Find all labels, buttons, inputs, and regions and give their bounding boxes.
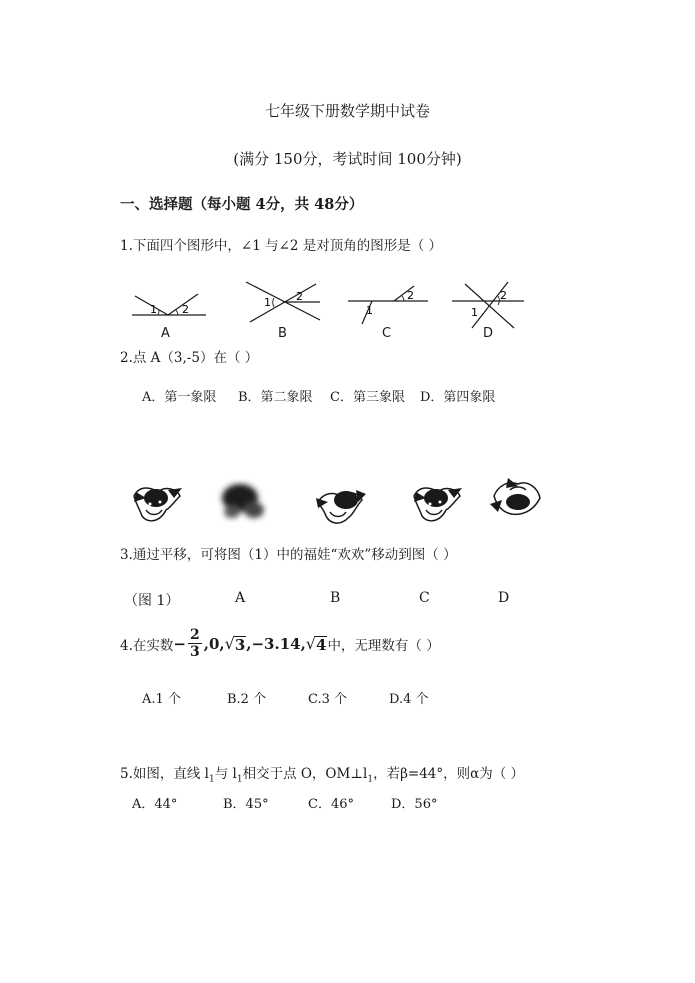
math-minus: − <box>173 634 186 653</box>
question-1-figures <box>120 278 540 344</box>
question-5-option-c: C．46° <box>308 797 354 812</box>
question-3-label-figure-1: （图 1） <box>124 593 180 609</box>
question-4-option-b: B.2 个 <box>227 692 267 707</box>
mascot-option-d <box>490 478 540 514</box>
question-5-part-4: ，若β=44°，则α为（ ） <box>373 766 525 782</box>
question-3-label-c: C <box>419 590 430 606</box>
figure-b-arc-1 <box>273 298 274 307</box>
question-4-option-c: C.3 个 <box>308 692 348 707</box>
question-2-option-a: A．第一象限 <box>142 390 217 405</box>
question-3-mascot-images <box>120 474 550 534</box>
figure-c-angle-1: 1 <box>366 304 373 317</box>
fraction-numerator: 2 <box>189 627 200 643</box>
question-2-option-d: D．第四象限 <box>420 390 496 405</box>
figure-c-angle-2: 2 <box>407 289 414 302</box>
page-subtitle: (满分 150分，考试时间 100分钟) <box>233 150 462 168</box>
question-5-part-2: 与 l <box>214 766 237 782</box>
math-separator-1: ,0, <box>203 634 225 653</box>
figure-d-angle-1: 1 <box>471 306 478 319</box>
subscript-2: 1 <box>236 774 243 785</box>
fraction-denominator: 3 <box>189 644 200 660</box>
radicand-3: 3 <box>234 635 246 654</box>
mascot-option-c <box>414 488 462 521</box>
math-separator-2: ,−3.14, <box>246 634 306 653</box>
figure-b-angle-1: 1 <box>264 296 271 309</box>
question-5-part-3: 相交于点 O，OM⊥l <box>242 766 368 782</box>
figure-d <box>452 282 524 328</box>
figure-b <box>246 282 320 322</box>
figure-a-arc-2 <box>176 310 178 315</box>
question-3-label-a: A <box>235 590 246 606</box>
figure-a-angle-2: 2 <box>182 303 189 316</box>
figure-c <box>348 286 428 324</box>
radical-symbol: √ <box>305 634 316 653</box>
question-4-suffix: 中，无理数有（ ） <box>327 637 440 654</box>
question-4-prefix: 4.在实数 <box>120 637 174 654</box>
math-fraction <box>188 628 202 659</box>
subscript-1: 1 <box>209 774 215 785</box>
question-5-option-b: B．45° <box>223 797 269 812</box>
question-5-option-d: D．56° <box>391 797 438 812</box>
section-heading: 一、选择题（每小题 4分，共 48分） <box>120 196 364 213</box>
figure-a-arc-1 <box>158 310 159 315</box>
figure-d-angle-2: 2 <box>500 289 507 302</box>
math-sqrt-4 <box>306 634 328 653</box>
figure-a <box>132 294 206 316</box>
question-4-text <box>120 628 440 659</box>
question-2-option-c: C．第三象限 <box>330 390 405 405</box>
figure-a-angle-1: 1 <box>150 303 157 316</box>
question-2-text: 2.点 A（3,-5）在（ ） <box>120 350 259 366</box>
figure-label-d: D <box>483 326 494 341</box>
question-3-label-d: D <box>498 590 510 606</box>
radical-symbol: √ <box>224 634 235 653</box>
question-4-option-d: D.4 个 <box>389 692 429 707</box>
question-3-text: 3.通过平移，可将图（1）中的福娃“欢欢”移动到图（ ） <box>120 547 457 563</box>
figure-label-b: B <box>278 326 287 341</box>
question-2-option-b: B．第二象限 <box>238 390 313 405</box>
question-5-option-a: A．44° <box>132 797 178 812</box>
question-4-math-expression <box>173 628 327 659</box>
figure-label-a: A <box>161 326 170 341</box>
mascot-figure-1 <box>134 488 182 521</box>
figure-label-c: C <box>382 326 392 341</box>
radicand-4: 4 <box>316 635 327 654</box>
question-5-part-1: 5.如图，直线 l <box>120 766 209 782</box>
figure-b-angle-2: 2 <box>296 290 303 303</box>
figure-c-arc-2 <box>402 296 404 301</box>
question-1-text: 1.下面四个图形中，∠1 与∠2 是对顶角的图形是（ ） <box>120 238 443 254</box>
question-4-option-a: A.1 个 <box>142 692 181 707</box>
question-5-text <box>120 762 524 785</box>
subscript-3: 1 <box>367 774 374 785</box>
math-sqrt-3 <box>225 634 247 653</box>
page-title: 七年级下册数学期中试卷 <box>264 102 430 120</box>
mascot-option-b <box>316 490 366 523</box>
mascot-option-a <box>222 484 264 518</box>
question-3-label-b: B <box>330 590 341 606</box>
